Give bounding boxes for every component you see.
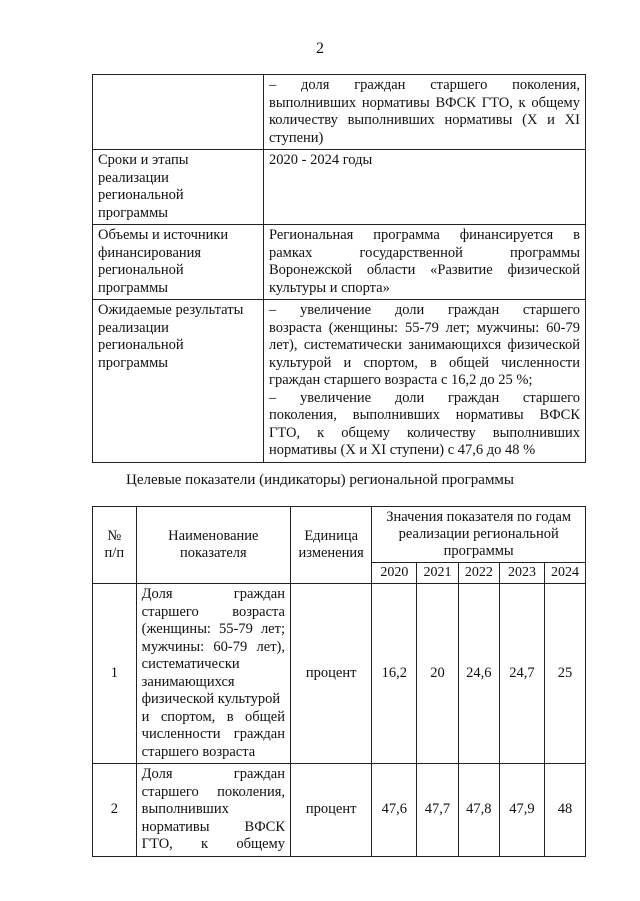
text-line: п/п: [104, 545, 125, 561]
indicator-name: [136, 764, 290, 857]
passport-label-cell: [93, 225, 264, 300]
indicator-value: 47,6: [372, 764, 417, 857]
passport-value-cell: [264, 300, 586, 463]
row-num: 1: [93, 584, 137, 764]
text-line: занимающихся: [141, 673, 235, 690]
text-line: программы: [98, 354, 168, 371]
text-line: реализации: [98, 319, 169, 336]
year-header: 2023: [500, 563, 545, 584]
text-line: программы: [98, 279, 168, 296]
text-line: старшего поколения,: [141, 783, 285, 800]
year-header: 2022: [458, 563, 499, 584]
text-line: нормативы ВФСК: [141, 818, 285, 835]
table-row: [93, 225, 586, 300]
text-line: Воронежской области «Развитие физической: [269, 262, 580, 278]
indicators-table: [92, 506, 586, 857]
text-line: нормативы (X и XI ступени) с 47,6 до 48 %: [269, 442, 536, 458]
indicator-value: 47,8: [458, 764, 499, 857]
year-header: 2021: [417, 563, 458, 584]
passport-label-cell: [93, 300, 264, 463]
header-name: [136, 507, 290, 584]
passport-value-cell: [264, 75, 586, 150]
text-line: Региональная программа финансируется в: [269, 227, 580, 243]
header-values: [372, 507, 586, 563]
text-line: и спортом, в общей: [141, 708, 285, 725]
text-line: ГТО, к общему количеству выполнивших: [269, 424, 580, 441]
text-line: Единица: [304, 527, 359, 544]
text-line: №: [107, 527, 122, 544]
passport-label-cell: [93, 150, 264, 225]
passport-value-cell: 2020 - 2024 годы: [264, 150, 586, 225]
page-number: 2: [316, 40, 324, 57]
text-line: реализации: [98, 169, 169, 186]
indicator-value: 20: [417, 584, 458, 764]
text-line: финансирования: [98, 244, 202, 261]
text-line: Объемы и источники: [98, 227, 229, 243]
text-line: Наименование: [168, 527, 259, 544]
text-line: выполнивших нормативы ВФСК ГТО, к общему: [269, 94, 580, 111]
text-line: Значения показателя по годам: [386, 509, 572, 526]
row-num: 2: [93, 764, 137, 857]
text-line: физической культурой: [141, 691, 281, 707]
text-line: ступени): [269, 129, 324, 146]
text-line: Ожидаемые результаты: [98, 302, 244, 318]
text-line: Сроки и этапы: [98, 152, 189, 168]
indicator-name: [136, 584, 290, 764]
text-line: численности граждан: [141, 726, 285, 742]
text-line: – увеличение доли граждан старшего: [269, 389, 580, 406]
text-line: программы: [443, 543, 514, 560]
text-line: рамках государственной программы: [269, 244, 580, 261]
indicator-value: 24,7: [500, 584, 545, 764]
indicator-value: 48: [544, 764, 585, 857]
passport-label-cell: [93, 75, 264, 150]
table-row: [93, 300, 586, 463]
text-line: реализации региональной: [398, 526, 559, 543]
text-line: программы: [98, 204, 168, 221]
text-line: возраста (женщины: 55-79 лет; мужчины: 60-79: [269, 319, 580, 336]
text-line: поколения, выполнивших нормативы ВФСК: [269, 407, 580, 423]
indicators-title: Целевые показатели (индикаторы) региональной программы: [125, 472, 515, 488]
passport-value-cell: [264, 225, 586, 300]
text-line: (женщины: 55-79 лет;: [141, 621, 285, 637]
text-line: региональной: [98, 262, 184, 278]
text-line: ГТО, к общему: [141, 836, 285, 852]
table-row: [93, 75, 586, 150]
program-passport-table: [92, 74, 586, 463]
text-line: культуры и спорта»: [269, 279, 390, 296]
indicator-value: 47,9: [500, 764, 545, 857]
text-line: региональной: [98, 187, 184, 203]
table-header-row: [93, 507, 586, 563]
text-line: количеству выполнивших нормативы (X и XI: [269, 112, 580, 128]
text-line: выполнивших: [141, 801, 229, 817]
table-row: [93, 150, 586, 225]
indicator-unit: процент: [291, 584, 372, 764]
text-line: региональной: [98, 337, 184, 353]
header-unit: [291, 507, 372, 584]
text-line: – доля граждан старшего поколения,: [269, 77, 580, 93]
table-row: [93, 584, 586, 764]
indicator-unit: процент: [291, 764, 372, 857]
text-line: показателя: [179, 545, 247, 561]
table-row: [93, 764, 586, 857]
text-line: Доля граждан: [141, 586, 285, 602]
text-line: граждан старшего возраста с 16,2 до 25 %;: [269, 372, 533, 388]
text-line: изменения: [298, 545, 364, 561]
year-header: 2024: [544, 563, 585, 584]
indicator-value: 25: [544, 584, 585, 764]
text-line: старшего возраста: [141, 743, 256, 760]
text-line: Доля граждан: [141, 766, 285, 782]
indicator-value: 16,2: [372, 584, 417, 764]
text-line: лет), систематически занимающихся физической: [269, 337, 580, 353]
header-num: [93, 507, 137, 584]
year-header: 2020: [372, 563, 417, 584]
text-line: культурой и спортом, в общей численности: [269, 354, 580, 371]
text-line: – увеличение доли граждан старшего: [269, 302, 580, 318]
indicator-value: 47,7: [417, 764, 458, 857]
text-line: старшего возраста: [141, 603, 285, 620]
text-line: систематически: [141, 656, 240, 672]
indicator-value: 24,6: [458, 584, 499, 764]
text-line: мужчины: 60-79 лет),: [141, 638, 285, 655]
